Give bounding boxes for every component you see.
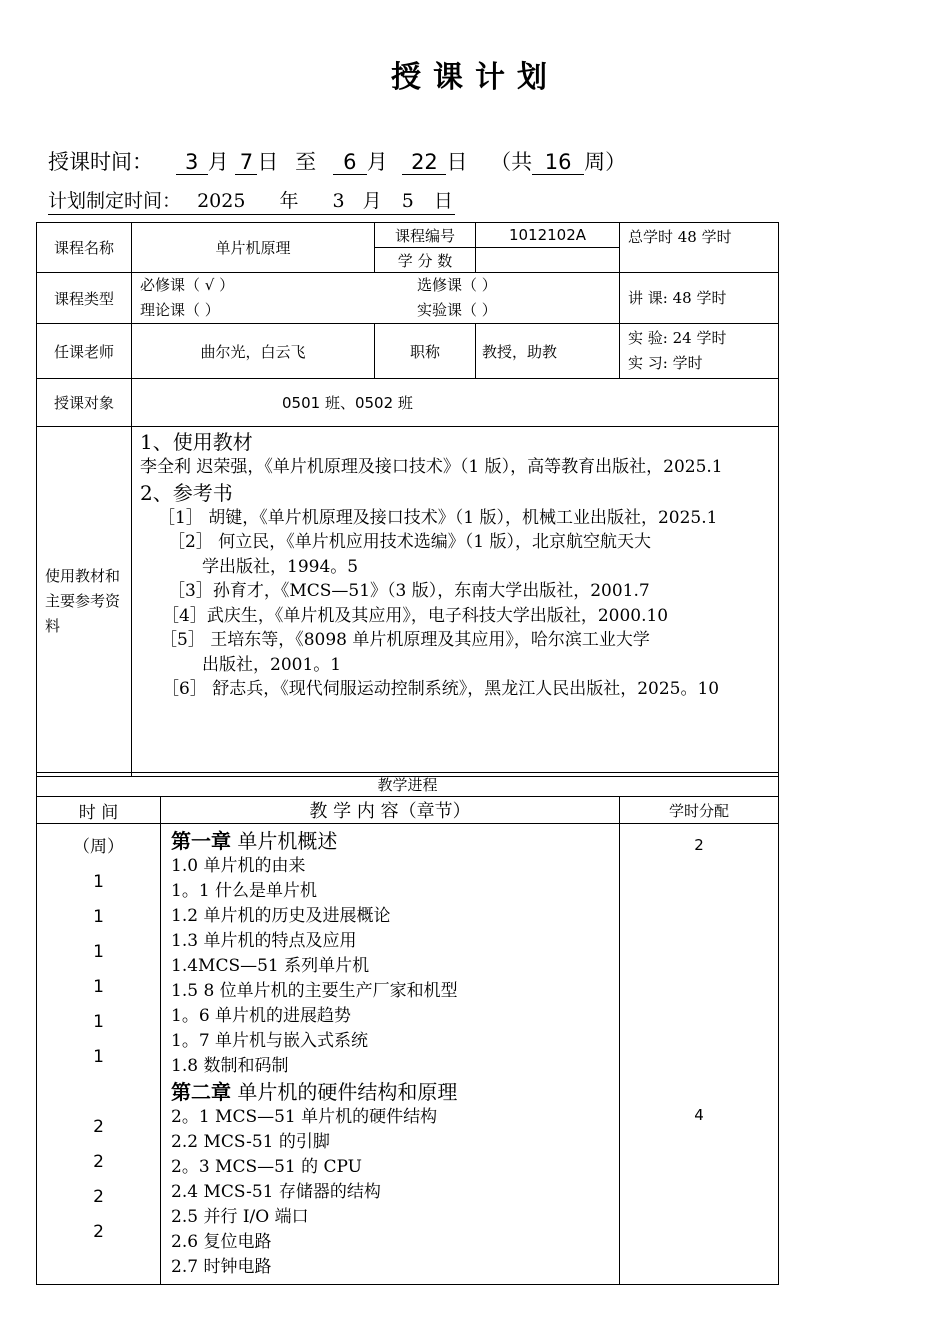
week-value: 2: [93, 1152, 104, 1172]
week-value: 2: [93, 1117, 104, 1137]
col-content-header: 教 学 内 容（章节）: [161, 797, 620, 824]
course-type-label: 课程类型: [37, 273, 132, 324]
day-char: 日: [257, 150, 279, 174]
lab-hours: 实 验: 24 学时: [628, 329, 727, 347]
year-char: 年: [279, 190, 299, 212]
reference-1: ［1］ 胡键，《单片机原理及接口技术》（1 版），机械工业出版社，2025.1: [158, 507, 718, 528]
section-item: 2。1 MCS—51 单片机的硬件结构: [171, 1107, 438, 1127]
section-item: 2.6 复位电路: [171, 1232, 272, 1252]
reference-6: ［6］ 舒志兵，《现代伺服运动控制系统》，黑龙江人民出版社，2025。10: [162, 679, 720, 699]
chapter-1-heading: [171, 828, 609, 854]
week-value: 1: [93, 977, 104, 997]
schedule-line: [48, 146, 626, 176]
plan-month: 3: [332, 190, 345, 212]
week-unit: （周）: [73, 837, 124, 857]
week-value: 1: [93, 872, 104, 892]
chapter-2-heading: [171, 1079, 609, 1105]
course-info-table: [36, 222, 779, 777]
total-weeks: 16: [532, 150, 584, 175]
title-label: 职称: [375, 324, 476, 379]
week-value: 2: [93, 1187, 104, 1207]
materials-heading-1: 1、使用教材: [140, 430, 253, 454]
week-value: 1: [93, 1047, 104, 1067]
audience-label: 授课对象: [37, 379, 132, 427]
elective-option: 选修课（ ）: [417, 276, 497, 294]
reference-2-cont: 学出版社，1994。5: [202, 556, 359, 577]
reference-2: ［2］ 何立民，《单片机应用技术选编》（1 版），北京航空航天大: [168, 532, 651, 552]
section-item: 1。7 单片机与嵌入式系统: [171, 1031, 369, 1051]
reference-5-cont: 出版社，2001。1: [202, 654, 342, 675]
end-month: 6: [333, 150, 367, 175]
plan-label: 计划制定时间：: [48, 190, 182, 212]
section-item: 1.4MCS—51 系列单片机: [171, 956, 370, 976]
start-month: 3: [176, 150, 208, 175]
experiment-option: 实验课（ ）: [417, 301, 497, 319]
course-code: 1012102A: [476, 223, 620, 248]
required-option: 必修课（ √ ）: [140, 276, 235, 294]
schedule-label: 授课时间：: [48, 150, 153, 174]
teacher-titles: 教授，助教: [476, 324, 620, 379]
chapter-1-prefix: 第一章: [171, 829, 231, 853]
to-char: 至: [295, 150, 317, 174]
section-item: 1。6 单片机的进展趋势: [171, 1006, 352, 1026]
lecture-hours: 讲 课: 48 学时: [620, 273, 779, 324]
plan-date-line: [48, 186, 455, 215]
audience: 0501 班、0502 班: [132, 379, 779, 427]
week-value: [43, 1075, 154, 1110]
materials-list: [132, 427, 779, 777]
chapter-2-title: 单片机的硬件结构和原理: [237, 1080, 458, 1104]
materials-heading-2: 2、参考书: [140, 480, 233, 505]
teacher-label: 任课老师: [37, 324, 132, 379]
plan-day: 5: [401, 190, 414, 212]
course-name: 单片机原理: [132, 223, 375, 273]
week-value: 2: [93, 1222, 104, 1242]
col-time-header: 时 间: [37, 797, 161, 824]
week-value: 1: [93, 1012, 104, 1032]
total-prefix: （共: [490, 150, 533, 174]
month-char: 月: [207, 150, 229, 174]
month-char-2: 月: [366, 150, 388, 174]
month-char-3: 月: [362, 190, 382, 212]
lab-practice-hours: [620, 324, 779, 379]
teachers: 曲尔光，白云飞: [132, 324, 375, 379]
plan-year: 2025: [197, 190, 246, 212]
course-code-label: 课程编号: [375, 223, 476, 248]
credit-value: [476, 248, 620, 273]
content-column: [161, 824, 620, 1285]
theory-option: 理论课（ ）: [140, 301, 220, 319]
start-day: 7: [235, 150, 257, 175]
week-column: [37, 824, 161, 1285]
materials-label: 使用教材和主要参考资料: [37, 427, 132, 777]
total-hours: 总学时 48 学时: [620, 223, 779, 273]
day-char-3: 日: [433, 190, 453, 212]
reference-3: ［3］孙育才，《MCS—51》（3 版），东南大学出版社，2001.7: [168, 581, 650, 601]
week-value: 1: [93, 942, 104, 962]
credit-label: 学 分 数: [375, 248, 476, 273]
teaching-progress-table: [36, 772, 779, 1285]
reference-4: ［4］武庆生，《单片机及其应用》，电子科技大学出版社，2000.10: [162, 605, 669, 626]
end-day: 22: [402, 150, 446, 175]
section-item: 1.0 单片机的由来: [171, 856, 306, 876]
chapter-2-hours: 4: [694, 1106, 704, 1124]
practice-hours: 实 习: 学时: [628, 354, 703, 372]
section-item: 2.4 MCS-51 存储器的结构: [171, 1182, 381, 1202]
section-item: 1.8 数制和码制: [171, 1056, 289, 1076]
course-name-label: 课程名称: [37, 223, 132, 273]
section-item: 1.3 单片机的特点及应用: [171, 931, 357, 951]
course-type-options: [132, 273, 620, 324]
section-item: 1.2 单片机的历史及进展概论: [171, 906, 391, 926]
total-suffix: 周）: [584, 150, 627, 174]
hours-column: [620, 824, 779, 1285]
section-item: 2.2 MCS-51 的引脚: [171, 1132, 330, 1152]
week-value: 1: [93, 907, 104, 927]
progress-heading: 教学进程: [37, 773, 779, 797]
chapter-2-prefix: 第二章: [171, 1080, 231, 1104]
page-title: 授课计划: [391, 60, 559, 95]
reference-5: ［5］ 王培东等，《8098 单片机原理及其应用》，哈尔滨工业大学: [160, 630, 650, 650]
day-char-2: 日: [446, 150, 468, 174]
textbook-entry: 李全利 迟荣强，《单片机原理及接口技术》（1 版），高等教育出版社，2025.1: [140, 457, 723, 477]
section-item: 1.5 8 位单片机的主要生产厂家和机型: [171, 981, 458, 1001]
chapter-1-title: 单片机概述: [237, 829, 338, 853]
section-item: 2.7 时钟电路: [171, 1257, 272, 1277]
section-item: 2。3 MCS—51 的 CPU: [171, 1157, 363, 1177]
section-item: 1。1 什么是单片机: [171, 881, 318, 901]
chapter-1-hours: 2: [694, 836, 704, 854]
col-hours-header: 学时分配: [620, 797, 779, 824]
section-item: 2.5 并行 I/O 端口: [171, 1207, 309, 1227]
